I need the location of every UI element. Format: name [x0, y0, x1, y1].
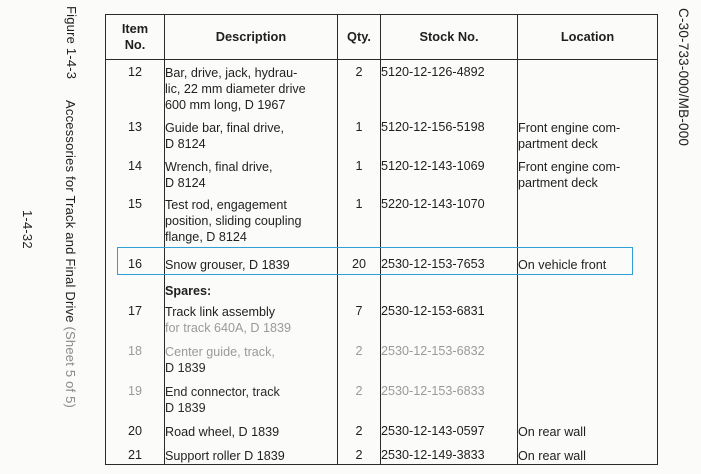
caption-sheet: (Sheet 5 of 5)	[63, 326, 78, 409]
cell-stock: 2530-12-143-0597	[381, 423, 485, 438]
cell-stock: 5120-12-156-5198	[381, 119, 485, 134]
cell-qty: 2	[355, 447, 363, 462]
cell-location	[518, 379, 657, 384]
cell-qty: 1	[355, 196, 363, 211]
cell-location	[518, 339, 657, 344]
table-row	[106, 443, 658, 465]
header-item-no	[106, 15, 165, 60]
cell-item: 21	[127, 447, 142, 462]
cell-stock: 2530-12-153-6833	[381, 383, 485, 398]
desc-dark: D 1839	[165, 400, 206, 415]
cell-description: Bar, drive, jack, hydrau- lic, 22 mm diameter drive 600 mm long, D 1967	[165, 66, 306, 112]
header-qty: Qty.	[338, 15, 381, 60]
cell-location: Front engine com- partment deck	[518, 120, 621, 151]
table-row	[106, 252, 658, 278]
cell-item: 17	[127, 303, 142, 318]
table-row	[106, 379, 658, 419]
cell-description	[165, 339, 337, 376]
header-stock-no: Stock No.	[381, 15, 518, 60]
cell-qty: 1	[355, 158, 363, 173]
spares-label: Spares:	[165, 283, 212, 298]
desc-light: Center guide, track,	[165, 344, 275, 359]
header-location: Location	[518, 15, 658, 60]
accessories-table	[105, 14, 658, 465]
desc-light: for track 640A, D 1839	[165, 320, 292, 335]
cell-stock: 5120-12-143-1069	[381, 158, 485, 173]
cell-qty: 7	[355, 303, 363, 318]
cell-description: Test rod, engagement position, sliding coupling flange, D 8124	[165, 197, 302, 244]
cell-location: On rear wall	[518, 424, 586, 439]
desc-light: End connector, track	[165, 384, 280, 399]
table-row	[106, 60, 658, 120]
cell-item: 13	[127, 119, 142, 134]
cell-description: Guide bar, final drive, D 8124	[165, 120, 285, 151]
caption-main: Accessories for Track and Final Drive	[63, 100, 78, 323]
cell-qty: 2	[355, 423, 363, 438]
desc-dark: Track link assembly	[165, 304, 276, 319]
cell-stock: 5220-12-143-1070	[381, 196, 485, 211]
cell-location: On vehicle front	[518, 257, 607, 272]
table-row	[106, 197, 658, 252]
cell-description	[165, 379, 337, 416]
cell-item: 16	[127, 256, 142, 271]
cell-location	[518, 299, 657, 304]
table-row	[106, 120, 658, 159]
doc-code: C-30-733-000/MB-000	[676, 8, 691, 147]
cell-stock: 5120-12-126-4892	[381, 65, 485, 79]
cell-qty: 20	[351, 256, 366, 271]
table-row	[106, 339, 658, 379]
cell-item: 14	[127, 158, 142, 173]
cell-stock: 2530-12-149-3833	[381, 447, 485, 462]
desc-dark: D 1839	[165, 360, 206, 375]
cell-location	[518, 60, 657, 65]
cell-description: Road wheel, D 1839	[165, 424, 280, 439]
cell-description	[165, 299, 337, 336]
page-number: 1-4-32	[20, 210, 35, 249]
cell-item: 20	[127, 423, 142, 438]
header-description: Description	[165, 15, 338, 60]
cell-item: 12	[127, 65, 142, 79]
figure-caption	[63, 100, 78, 408]
figure-label: Figure 1-4-3	[64, 6, 79, 80]
cell-qty: 2	[355, 343, 363, 358]
table-row	[106, 299, 658, 339]
cell-qty: 1	[355, 119, 363, 134]
table-row	[106, 419, 658, 443]
header-item-no-text: Item No.	[121, 21, 149, 52]
cell-location: Front engine com- partment deck	[518, 159, 621, 190]
cell-stock: 2530-12-153-6832	[381, 343, 485, 358]
cell-item: 18	[127, 343, 142, 358]
table-row	[106, 159, 658, 197]
cell-item: 19	[127, 383, 142, 398]
cell-location: On rear wall	[518, 448, 586, 463]
cell-item: 15	[127, 196, 142, 211]
table-header-row	[106, 15, 658, 60]
cell-stock: 2530-12-153-7653	[381, 256, 485, 271]
right-margin	[671, 0, 701, 474]
cell-description: Wrench, final drive, D 8124	[165, 159, 273, 190]
cell-description: Snow grouser, D 1839	[165, 257, 290, 272]
cell-description: Support roller D 1839	[165, 448, 285, 463]
cell-qty: 2	[355, 65, 363, 79]
cell-qty: 2	[355, 383, 363, 398]
table-row-spares	[106, 278, 658, 299]
cell-stock: 2530-12-153-6831	[381, 303, 485, 318]
